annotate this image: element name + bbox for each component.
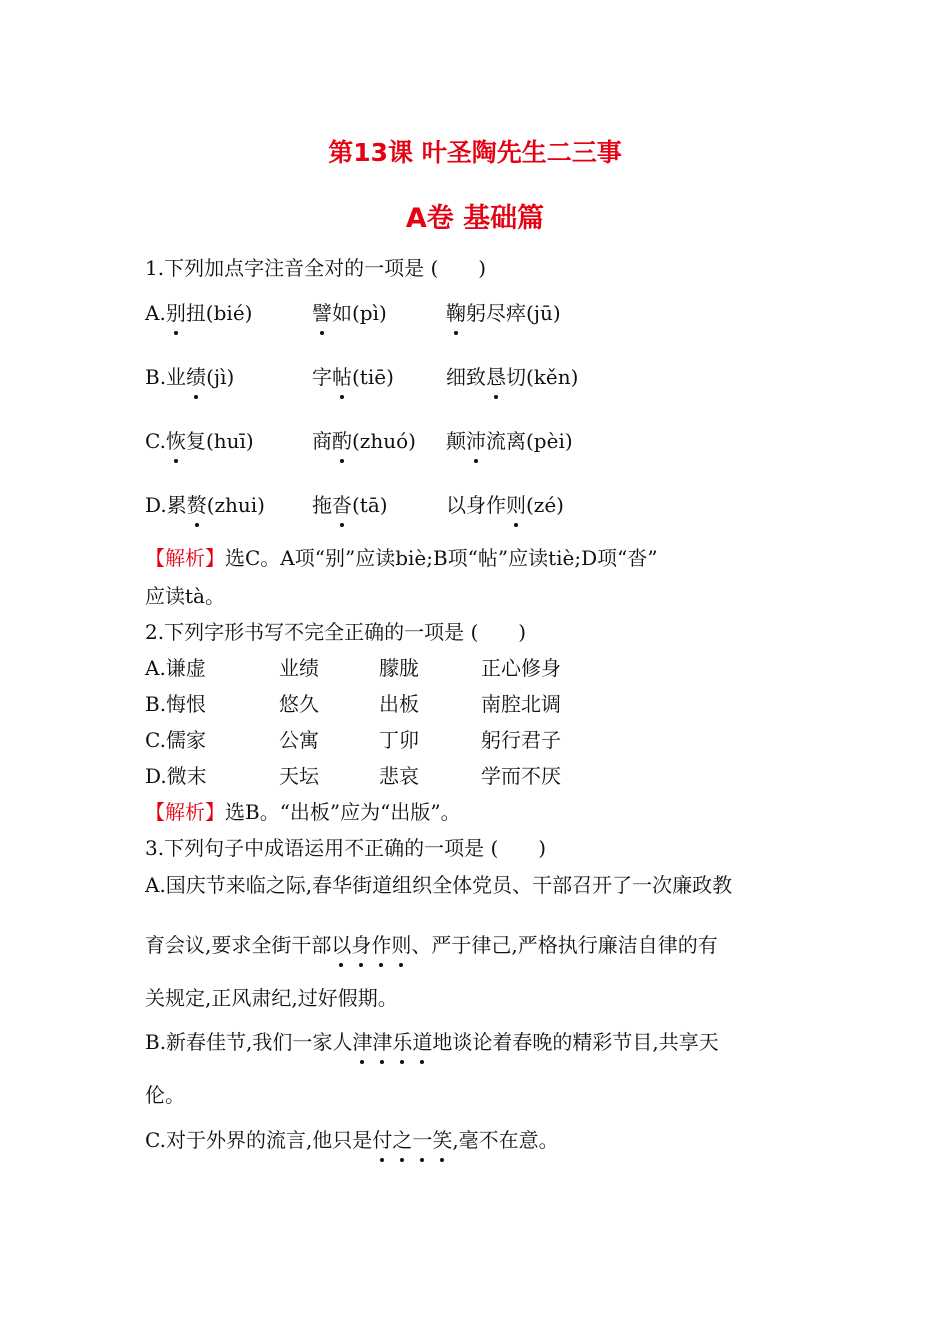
- q1-analysis-cont: 应读tà。: [145, 584, 225, 608]
- analysis-label: 【解析】: [145, 546, 225, 570]
- q3-option-a-line3: 关规定,正风肃纪,过好假期。: [145, 986, 398, 1010]
- q2-stem: 2.下列字形书写不完全正确的一项是 ( ): [145, 620, 527, 644]
- q1-analysis: 【解析】选C。A项“别”应读biè;B项“帖”应读tiè;D项“沓”: [145, 546, 658, 570]
- q1-stem: 1.下列加点字注音全对的一项是 ( ): [145, 256, 487, 280]
- q2-row-d: D.微末 天坛 悲哀 学而不厌: [145, 764, 561, 788]
- q3-stem: 3.下列句子中成语运用不正确的一项是 ( ): [145, 836, 547, 860]
- q2-row-c: C.儒家 公寓 丁卯 躬行君子: [145, 728, 561, 752]
- analysis-label: 【解析】: [145, 800, 225, 824]
- q3-option-b-line2: 伦。: [145, 1083, 185, 1107]
- q1-option-d: D.累赘(zhui) 拖沓(tā) 以身作则(zé): [145, 489, 745, 519]
- q3-option-b-line1: B.新春佳节,我们一家人津津乐道地谈论着春晚的精彩节目,共享天: [145, 1026, 719, 1055]
- q1-option-b: B.业绩(jì) 字帖(tiē) 细致恳切(kěn): [145, 361, 745, 391]
- q2-row-a: A.谦虚 业绩 朦胧 正心修身: [145, 656, 561, 680]
- section-title: A卷 基础篇: [405, 203, 545, 234]
- q3-option-c-line1: C.对于外界的流言,他只是付之一笑,毫不在意。: [145, 1124, 559, 1153]
- lesson-title: 第13课 叶圣陶先生二三事: [328, 138, 622, 167]
- q2-analysis: 【解析】选B。“出板”应为“出版”。: [145, 800, 461, 824]
- q1-option-a: A.别扭(bié) 譬如(pì) 鞠躬尽瘁(jū): [145, 297, 745, 327]
- q3-option-a-line2: 育会议,要求全街干部以身作则、严于律己,严格执行廉洁自律的有: [145, 929, 718, 958]
- q1-option-c: C.恢复(huī) 商酌(zhuó) 颠沛流离(pèi): [145, 425, 745, 455]
- q3-option-a-line1: A.国庆节来临之际,春华街道组织全体党员、干部召开了一次廉政教: [145, 873, 733, 897]
- q2-row-b: B.悔恨 悠久 出板 南腔北调: [145, 692, 561, 716]
